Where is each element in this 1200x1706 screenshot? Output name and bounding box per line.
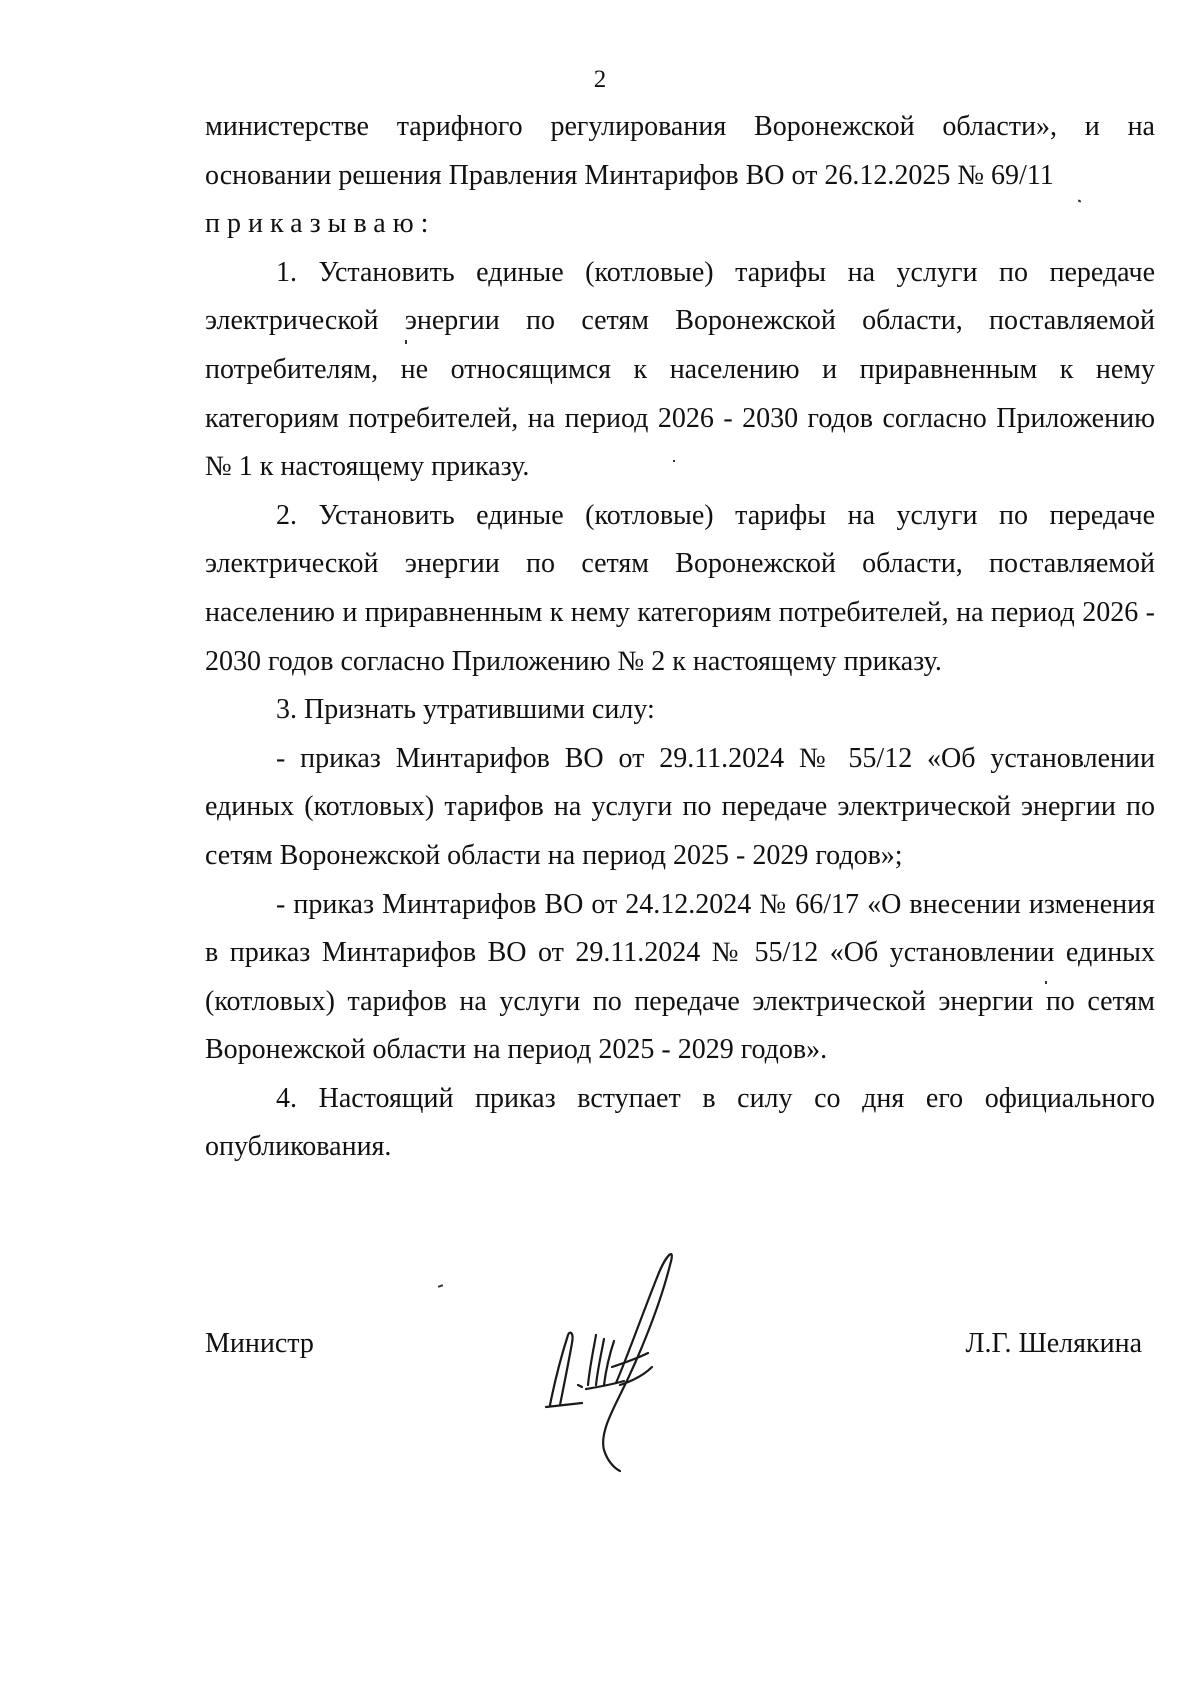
scan-speck (438, 1284, 443, 1288)
intro-paragraph: министерстве тарифного регулирования Воронежской области», и на основании решения Правления Минтарифов ВО от 26.12.2025 № 69/11 (205, 111, 1155, 191)
item-2-paragraph: 2. Установить единые (котловые) тарифы на услуги по передаче электрической энергии по сетям Воронежской области, поставляемой населению и приравненным к нему категориям потребителей, на период 2026 - 2030 годов согласно Приложению № 2 к настоящему приказу. (205, 499, 1155, 677)
document-body (205, 103, 1155, 1172)
item-3-sub-1-paragraph: - приказ Минтарифов ВО от 29.11.2024 № 55/12 «Об установлении единых (котловых) тарифов на услуги по передаче электрической энергии по сетям Воронежской области на период 2025 - 2029 годов»; (205, 742, 1155, 871)
handwritten-signature-icon (520, 1235, 710, 1475)
order-word: приказываю: (205, 208, 436, 240)
scan-speck (1045, 981, 1047, 984)
scan-speck (405, 340, 407, 344)
scan-speck (673, 460, 675, 462)
item-4-paragraph: 4. Настоящий приказ вступает в силу со дня его официального опубликования. (205, 1082, 1155, 1163)
item-3-paragraph: 3. Признать утратившими силу: (276, 694, 655, 726)
signatory-position: Министр (205, 1328, 314, 1359)
item-1-paragraph: 1. Установить единые (котловые) тарифы на услуги по передаче электрической энергии по сетям Воронежской области, поставляемой потребителям, не относящимся к населению и приравненным к нему категориям потребителей, на период 2026 - 2030 годов согласно Приложению № 1 к настоящему приказу. (205, 256, 1155, 483)
signature-block (0, 1310, 1200, 1460)
signatory-name: Л.Г. Шелякина (965, 1328, 1142, 1359)
page-number: 2 (593, 66, 607, 93)
item-3-sub-2-paragraph: - приказ Минтарифов ВО от 24.12.2024 № 66/17 «О внесении изменения в приказ Минтарифов ВО от 29.11.2024 № 55/12 «Об установлении единых (котловых) тарифов на услуги по передаче электрической энергии по сетям Воронежской области на период 2025 - 2029 годов». (205, 888, 1155, 1066)
